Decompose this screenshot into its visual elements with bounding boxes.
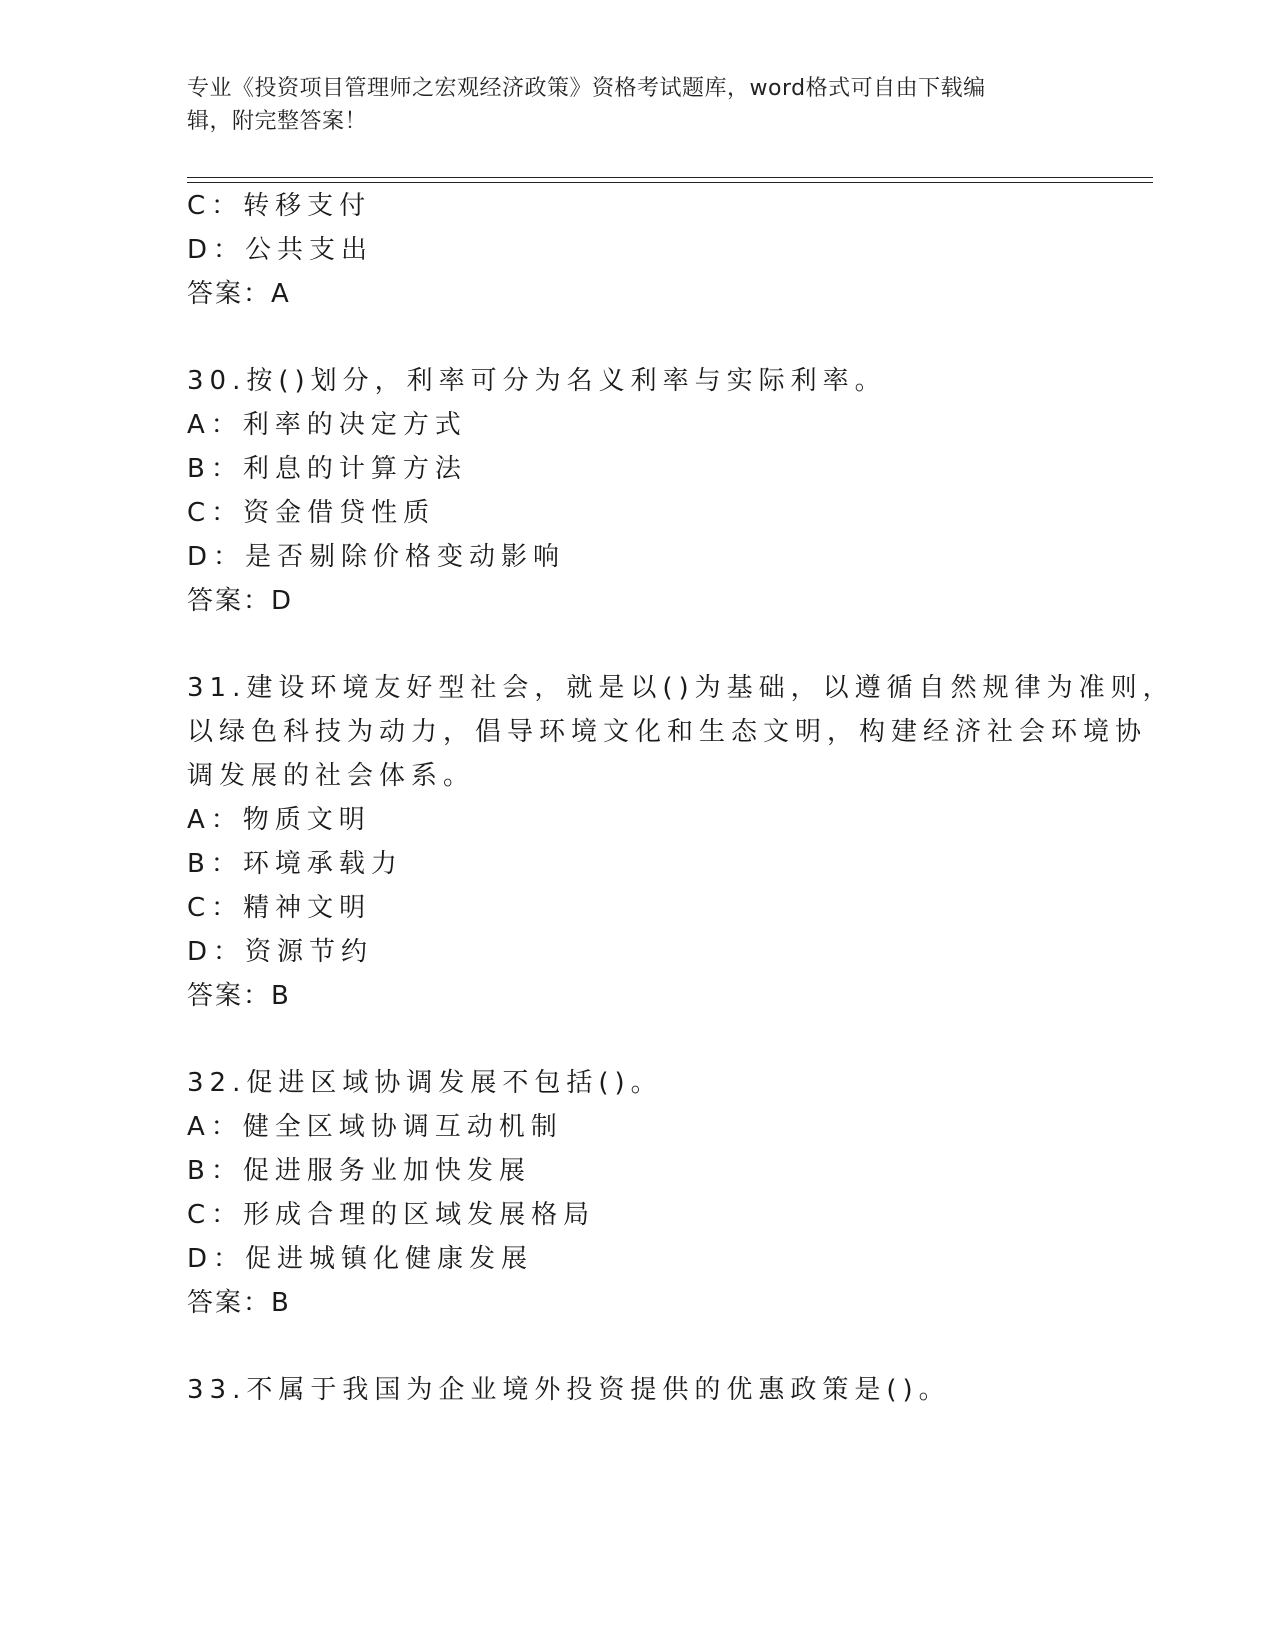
q32-option-a: A：健全区域协调互动机制	[187, 1112, 563, 1142]
q31-stem-line-2: 以绿色科技为动力，倡导环境文化和生态文明，构建经济社会环境协	[187, 717, 1148, 747]
q32-option-c: C：形成合理的区域发展格局	[187, 1200, 596, 1230]
header-line-2: 辑，附完整答案！	[187, 109, 368, 134]
q30-stem: 30.按()划分，利率可分为名义利率与实际利率。	[187, 366, 887, 396]
q30-option-b: B：利息的计算方法	[187, 454, 467, 484]
q30-answer: 答案：D	[187, 586, 294, 616]
q31-option-c: C：精神文明	[187, 893, 372, 923]
q32-option-d: D：促进城镇化健康发展	[187, 1244, 534, 1274]
document-header	[187, 72, 1077, 138]
q31-stem-line-1: 31.建设环境友好型社会，就是以()为基础，以遵循自然规律为准则，	[187, 673, 1175, 703]
header-line-1: 专业《投资项目管理师之宏观经济政策》资格考试题库，word格式可自由下载编	[187, 76, 986, 101]
q31-answer: 答案：B	[187, 981, 291, 1011]
prev-answer: 答案：A	[187, 279, 291, 309]
prev-option-d: D：公共支出	[187, 235, 374, 265]
q32-stem: 32.促进区域协调发展不包括()。	[187, 1068, 663, 1098]
prev-option-c: C：转移支付	[187, 191, 372, 221]
header-divider-top	[187, 177, 1153, 178]
q32-answer: 答案：B	[187, 1288, 291, 1318]
q30-option-d: D：是否剔除价格变动影响	[187, 542, 566, 572]
header-divider-bottom	[187, 182, 1153, 183]
q30-option-c: C：资金借贷性质	[187, 498, 436, 528]
q31-option-a: A：物质文明	[187, 805, 371, 835]
q31-option-d: D：资源节约	[187, 937, 374, 967]
q30-option-a: A：利率的决定方式	[187, 410, 467, 440]
q32-option-b: B：促进服务业加快发展	[187, 1156, 531, 1186]
q31-stem-line-3: 调发展的社会体系。	[187, 761, 476, 791]
q33-stem: 33.不属于我国为企业境外投资提供的优惠政策是()。	[187, 1375, 951, 1405]
q31-option-b: B：环境承载力	[187, 849, 403, 879]
